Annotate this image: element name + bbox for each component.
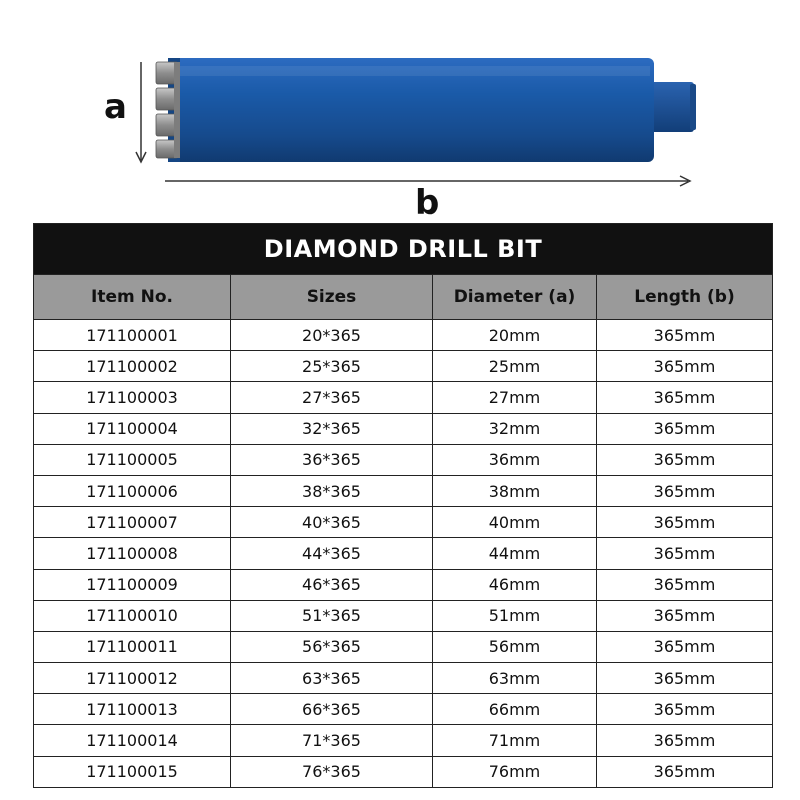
cell-sizes: 71*365 xyxy=(231,725,433,756)
cell-sizes: 51*365 xyxy=(231,600,433,631)
cell-length: 365mm xyxy=(597,663,773,694)
cell-sizes: 44*365 xyxy=(231,538,433,569)
table-row xyxy=(34,694,773,725)
cell-sizes: 40*365 xyxy=(231,507,433,538)
diamond-segments xyxy=(156,58,180,162)
cell-sizes: 76*365 xyxy=(231,756,433,787)
cell-length: 365mm xyxy=(597,444,773,475)
cell-length: 365mm xyxy=(597,413,773,444)
table-title-row xyxy=(34,224,773,275)
table-row xyxy=(34,320,773,351)
table-header-row xyxy=(34,275,773,320)
cell-item-no: 171100005 xyxy=(34,444,231,475)
cell-sizes: 25*365 xyxy=(231,351,433,382)
column-header-length: Length (b) xyxy=(597,275,773,320)
cell-item-no: 171100007 xyxy=(34,507,231,538)
cell-length: 365mm xyxy=(597,382,773,413)
cell-diameter: 40mm xyxy=(433,507,597,538)
table-row xyxy=(34,475,773,506)
table-title: DIAMOND DRILL BIT xyxy=(34,224,773,275)
cell-item-no: 171100009 xyxy=(34,569,231,600)
column-header-item-no: Item No. xyxy=(34,275,231,320)
cell-diameter: 66mm xyxy=(433,694,597,725)
table-row xyxy=(34,756,773,787)
cell-sizes: 56*365 xyxy=(231,631,433,662)
cell-sizes: 36*365 xyxy=(231,444,433,475)
table-row xyxy=(34,351,773,382)
cell-sizes: 27*365 xyxy=(231,382,433,413)
cell-diameter: 32mm xyxy=(433,413,597,444)
spec-table xyxy=(33,223,773,788)
cell-item-no: 171100006 xyxy=(34,475,231,506)
drill-bit-figure xyxy=(0,0,800,223)
cell-length: 365mm xyxy=(597,320,773,351)
cell-length: 365mm xyxy=(597,507,773,538)
cell-sizes: 20*365 xyxy=(231,320,433,351)
table-row xyxy=(34,600,773,631)
cell-length: 365mm xyxy=(597,756,773,787)
cell-diameter: 71mm xyxy=(433,725,597,756)
dimension-arrow-a xyxy=(136,62,146,162)
dimension-label-a: a xyxy=(104,87,127,127)
cell-item-no: 171100004 xyxy=(34,413,231,444)
cell-sizes: 63*365 xyxy=(231,663,433,694)
cell-item-no: 171100002 xyxy=(34,351,231,382)
cell-diameter: 27mm xyxy=(433,382,597,413)
cell-sizes: 38*365 xyxy=(231,475,433,506)
cell-item-no: 171100011 xyxy=(34,631,231,662)
cell-diameter: 51mm xyxy=(433,600,597,631)
table-row xyxy=(34,663,773,694)
cell-sizes: 46*365 xyxy=(231,569,433,600)
cell-diameter: 46mm xyxy=(433,569,597,600)
table-row xyxy=(34,507,773,538)
drill-body xyxy=(172,58,654,162)
cell-item-no: 171100014 xyxy=(34,725,231,756)
cell-item-no: 171100013 xyxy=(34,694,231,725)
column-header-sizes: Sizes xyxy=(231,275,433,320)
dimension-label-b: b xyxy=(415,183,440,223)
table-row xyxy=(34,444,773,475)
table-row xyxy=(34,569,773,600)
drill-shank xyxy=(650,82,696,132)
cell-item-no: 171100008 xyxy=(34,538,231,569)
cell-diameter: 25mm xyxy=(433,351,597,382)
cell-item-no: 171100012 xyxy=(34,663,231,694)
table-row xyxy=(34,725,773,756)
cell-item-no: 171100003 xyxy=(34,382,231,413)
table-body xyxy=(34,320,773,788)
cell-length: 365mm xyxy=(597,725,773,756)
cell-diameter: 36mm xyxy=(433,444,597,475)
cell-diameter: 38mm xyxy=(433,475,597,506)
cell-item-no: 171100010 xyxy=(34,600,231,631)
table-row xyxy=(34,382,773,413)
table-row xyxy=(34,413,773,444)
cell-diameter: 20mm xyxy=(433,320,597,351)
table-row xyxy=(34,631,773,662)
cell-diameter: 44mm xyxy=(433,538,597,569)
cell-length: 365mm xyxy=(597,538,773,569)
cell-item-no: 171100015 xyxy=(34,756,231,787)
cell-diameter: 63mm xyxy=(433,663,597,694)
cell-length: 365mm xyxy=(597,694,773,725)
cell-sizes: 32*365 xyxy=(231,413,433,444)
cell-sizes: 66*365 xyxy=(231,694,433,725)
cell-length: 365mm xyxy=(597,475,773,506)
cell-item-no: 171100001 xyxy=(34,320,231,351)
cell-length: 365mm xyxy=(597,569,773,600)
cell-length: 365mm xyxy=(597,351,773,382)
cell-diameter: 56mm xyxy=(433,631,597,662)
cell-length: 365mm xyxy=(597,600,773,631)
cell-length: 365mm xyxy=(597,631,773,662)
column-header-diameter: Diameter (a) xyxy=(433,275,597,320)
cell-diameter: 76mm xyxy=(433,756,597,787)
table-row xyxy=(34,538,773,569)
